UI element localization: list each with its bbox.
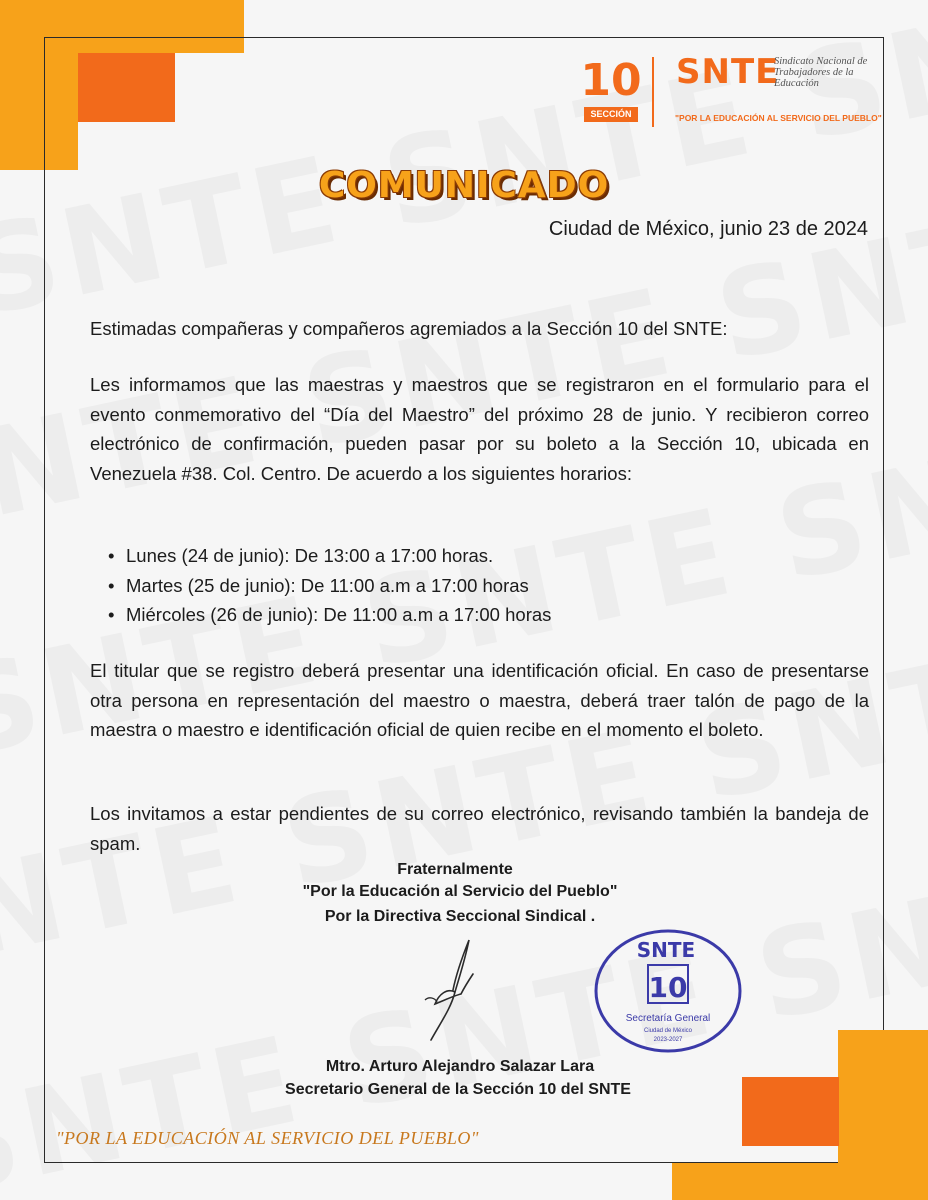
section-10-logo xyxy=(578,55,644,129)
svg-text:SNTE: SNTE xyxy=(636,938,696,962)
signature-image xyxy=(395,930,515,1050)
paragraph-2: El titular que se registro deberá presentar una identificación oficial. En caso de presentarse otra persona en representación del maestro o maestra, deberá traer talón de pago de la maestra o maestro e identificación oficial de quien recibe en el momento el boleto. xyxy=(90,660,869,740)
greeting: Estimadas compañeras y compañeros agremiados a la Sección 10 del SNTE: xyxy=(90,318,728,339)
section-label: SECCIÓN xyxy=(584,107,638,122)
closing-motto: "Por la Educación al Servicio del Pueblo" xyxy=(302,883,618,900)
decor-bar-bottom-right xyxy=(672,1163,928,1200)
list-item: • Lunes (24 de junio): De 13:00 a 17:00 horas. xyxy=(104,541,551,571)
closing-directive: Por la Directiva Seccional Sindical . xyxy=(324,908,596,925)
closing-salutation: Fraternalmente xyxy=(397,861,513,878)
list-item: • Miércoles (26 de junio): De 11:00 a.m a 17:00 horas xyxy=(104,600,551,630)
list-item: • Martes (25 de junio): De 11:00 a.m a 17:00 horas xyxy=(104,571,551,601)
snte-logo: SNTE xyxy=(676,52,780,92)
section-number: 10 xyxy=(580,55,642,106)
document-date: Ciudad de México, junio 23 de 2024 xyxy=(548,218,868,240)
snte-logo-subtitle: Sindicato Nacional de Trabajadores de la Educación xyxy=(774,56,868,89)
svg-text:Ciudad de México: Ciudad de México xyxy=(643,1028,693,1034)
document-title: COMUNICADO xyxy=(318,165,610,206)
logo-divider xyxy=(652,57,654,127)
svg-text:10: 10 xyxy=(648,971,688,1004)
schedule-list xyxy=(104,541,551,630)
svg-text:Secretaría General: Secretaría General xyxy=(625,1013,711,1024)
footer-motto: "POR LA EDUCACIÓN AL SERVICIO DEL PUEBLO" xyxy=(56,1128,479,1148)
logo-motto: "POR LA EDUCACIÓN AL SERVICIO DEL PUEBLO" xyxy=(675,113,882,123)
paragraph-1: Les informamos que las maestras y maestros que se registraron en el formulario para el evento conmemorativo del “Día del Maestro” del próximo 28 de junio. Y recibieron correo electrónico de confirmación, pueden pasar por su boleto a la Sección 10, ubicada en Venezuela #38. Col. Centro. De acuerdo a los siguientes horarios: xyxy=(90,374,869,484)
official-seal-stamp xyxy=(588,925,744,1055)
paragraph-3: Los invitamos a estar pendientes de su correo electrónico, revisando también la bandeja de spam. xyxy=(90,803,869,854)
signer-title: Secretario General de la Sección 10 del SNTE xyxy=(285,1081,631,1098)
signer-name: Mtro. Arturo Alejandro Salazar Lara xyxy=(325,1058,595,1075)
svg-text:2023-2027: 2023-2027 xyxy=(653,1037,683,1043)
